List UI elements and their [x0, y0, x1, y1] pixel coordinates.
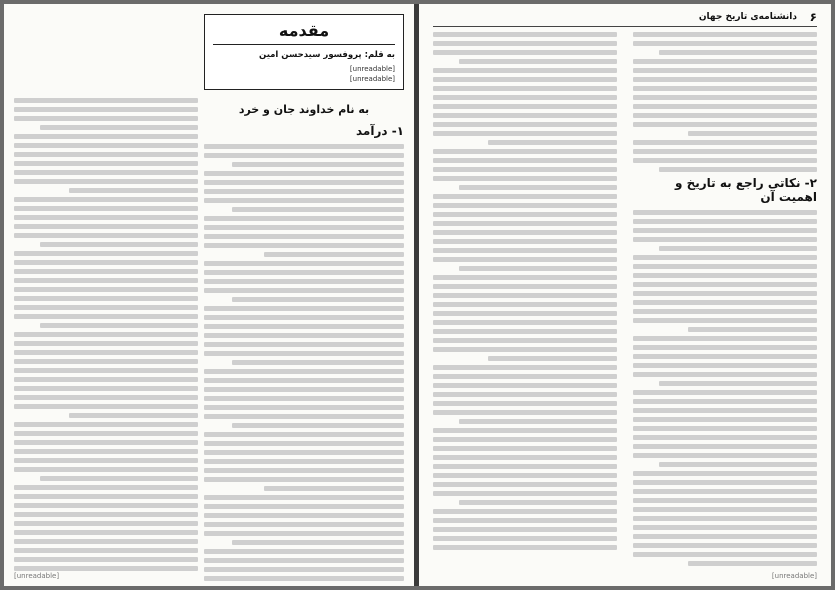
section-1-title: ۱- درآمد [355, 124, 404, 138]
intro-box-author: به قلم: پروفسور سیدحسن امین [259, 50, 395, 60]
right-page [419, 4, 831, 586]
left-page-body-right [204, 144, 404, 584]
intro-box-rule [213, 44, 395, 45]
page-number: ۶ [809, 10, 817, 24]
left-page-column-left [14, 14, 198, 584]
right-page-column-right [633, 32, 817, 584]
intro-box-caption-2: [unreadable] [349, 75, 395, 83]
left-page-column-right [204, 14, 404, 584]
left-page-body-left [14, 98, 198, 571]
left-page-note: [unreadable] [14, 572, 60, 580]
section-2-title: ۲- نکاتی راجع به تاریخ و اهمیت آن [674, 176, 817, 204]
opening-line: به نام خداوند جان و خرد [238, 103, 370, 116]
right-page-column-left [433, 32, 617, 584]
running-header-title: دانشنامه‌ی تاریخ جهان [698, 12, 797, 22]
right-page-note: [unreadable] [771, 572, 817, 580]
intro-box-title: مقدمه [278, 21, 330, 40]
intro-box-caption-1: [unreadable] [349, 65, 395, 73]
left-page [4, 4, 414, 586]
running-header [433, 12, 817, 27]
intro-box [204, 14, 404, 90]
